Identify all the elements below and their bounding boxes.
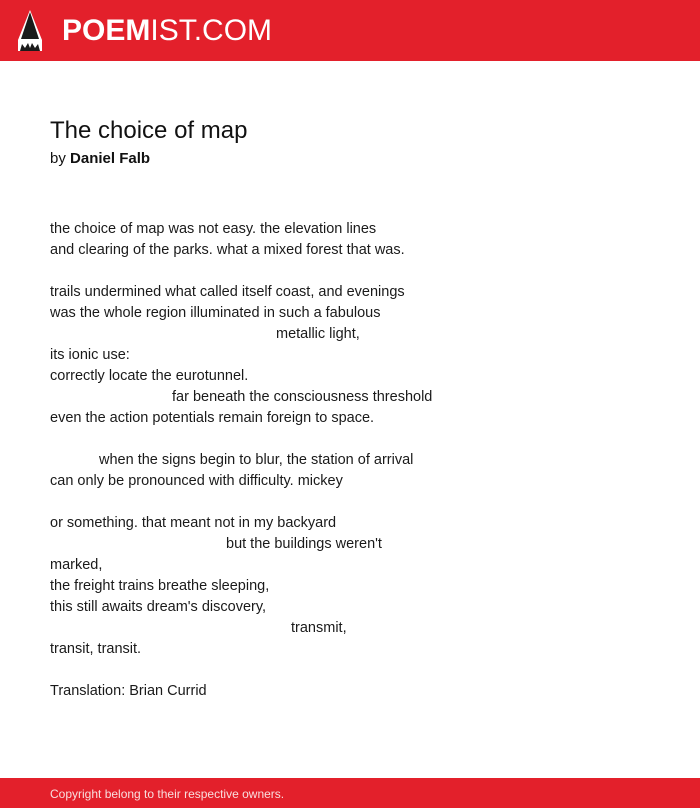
poem-line: the freight trains breathe sleeping, [50,578,270,594]
poem-line: trails undermined what called itself coast, and evenings [50,284,405,300]
pencil-icon[interactable] [18,10,42,51]
byline-prefix: by [50,150,66,167]
poem-line: transmit, [291,620,347,636]
site-header [0,0,700,61]
stanza-break [50,429,670,450]
site-logo-link[interactable] [62,14,272,48]
poem-body [50,219,670,702]
poem-line: this still awaits dream's discovery, [50,599,267,615]
author-name[interactable]: Daniel Falb [70,150,151,167]
poem-line: can only be pronounced with difficulty. mickey [50,473,343,489]
poem-line: or something. that meant not in my backyard [50,515,337,531]
poem-line: far beneath the consciousness threshold [172,389,433,405]
stanza-break [50,660,670,681]
site-footer [0,778,700,808]
byline [50,149,150,169]
poem-line: transit, transit. [50,641,142,657]
poem-line: was the whole region illuminated in such a fabulous [50,305,381,321]
poem-line: its ionic use: [50,347,130,363]
copyright-text: Copyright belong to their respective owners. [50,787,285,801]
poem-line: when the signs begin to blur, the station of arrival [99,452,414,468]
poem-line: even the action potentials remain foreign to space. [50,410,375,426]
poem-line: marked, [50,557,103,573]
poem-line: and clearing of the parks. what a mixed forest that was. [50,242,405,258]
poem-line: correctly locate the eurotunnel. [50,368,249,384]
poem-title: The choice of map [50,117,248,144]
poem-line: Translation: Brian Currid [50,683,207,699]
stanza-break [50,261,670,282]
stanza-break [50,492,670,513]
poem-line: but the buildings weren't [226,536,382,552]
poem-line: the choice of map was not easy. the elevation lines [50,221,377,237]
brand-bold: POEM [62,14,151,47]
poem-line: metallic light, [276,326,360,342]
brand-light: IST.COM [150,14,273,47]
